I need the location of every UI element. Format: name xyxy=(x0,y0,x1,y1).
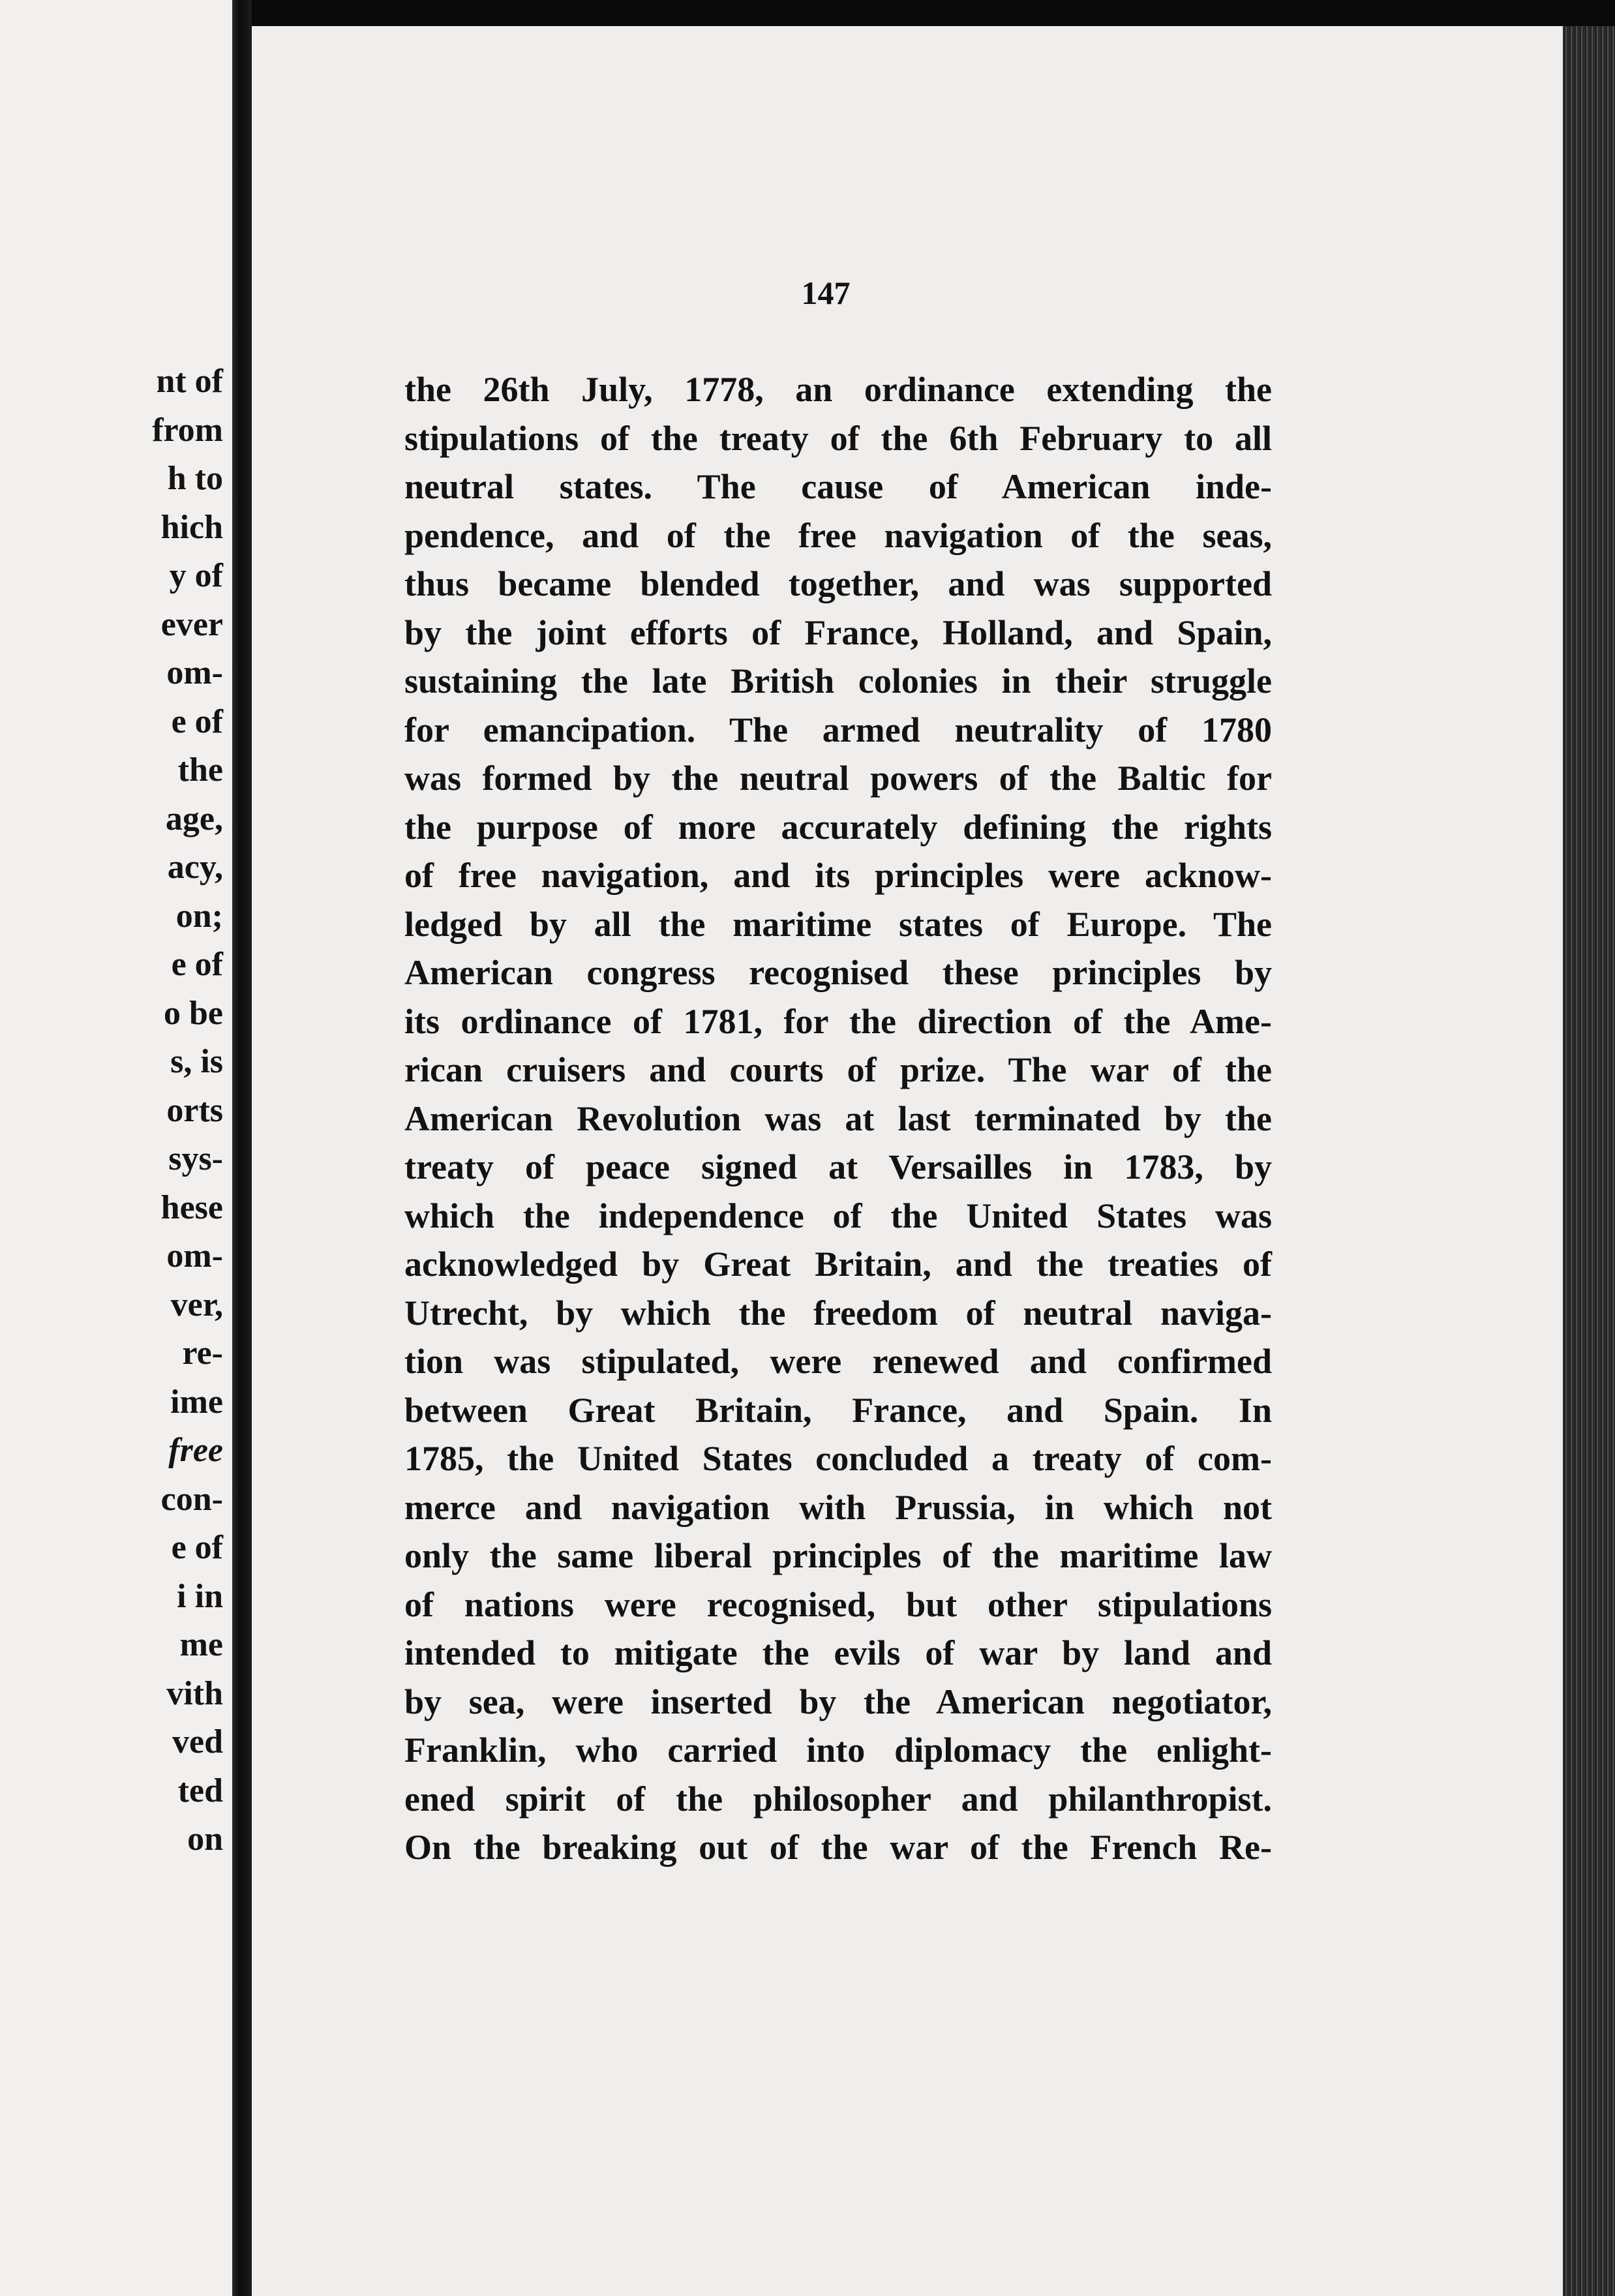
text-line: stipulations of the treaty of the 6th February to all xyxy=(404,418,1272,458)
facing-text-line: o be xyxy=(164,994,223,1032)
facing-text-line: ime xyxy=(170,1383,223,1421)
page-number: 147 xyxy=(801,275,851,311)
facing-text-line: age, xyxy=(165,800,223,838)
facing-page-text xyxy=(1,357,223,1864)
facing-text-line: ever xyxy=(160,605,223,643)
page-body-text xyxy=(404,365,1272,1872)
text-line: for emancipation. The armed neutrality of 1780 xyxy=(404,710,1272,749)
facing-text-line: h to xyxy=(167,460,223,497)
text-line: tion was stipulated, were renewed and confirmed xyxy=(404,1342,1272,1381)
facing-text-line: on; xyxy=(175,897,223,935)
text-line: of free navigation, and its principles were acknow- xyxy=(404,856,1272,895)
text-line: ened spirit of the philosopher and philanthropist. xyxy=(404,1779,1272,1819)
text-line: neutral states. The cause of American inde- xyxy=(404,467,1272,506)
page-edges xyxy=(1563,26,1615,2296)
facing-text-line: e of xyxy=(171,702,223,740)
text-line: Franklin, who carried into diplomacy the enlight- xyxy=(404,1730,1272,1770)
facing-text-line: ted xyxy=(177,1772,223,1809)
text-line: which the independence of the United States was xyxy=(404,1196,1272,1235)
text-line: was formed by the neutral powers of the Baltic for xyxy=(404,759,1272,798)
facing-text-line: con- xyxy=(160,1480,223,1518)
facing-text-line: the xyxy=(177,751,223,789)
text-line: American Revolution was at last terminated by the xyxy=(404,1098,1272,1138)
text-line: by sea, were inserted by the American negotiator, xyxy=(404,1682,1272,1721)
text-line: 1785, the United States concluded a treaty of com- xyxy=(404,1439,1272,1478)
facing-text-line: nt of xyxy=(156,363,223,400)
text-line: sustaining the late British colonies in their struggle xyxy=(404,661,1272,701)
text-line: between Great Britain, France, and Spain. In xyxy=(404,1390,1272,1430)
book-gutter xyxy=(232,0,252,2296)
text-line: ledged by all the maritime states of Europe. The xyxy=(404,904,1272,944)
facing-text-line: s, is xyxy=(170,1043,223,1080)
facing-text-line: e of xyxy=(171,946,223,983)
text-line: Utrecht, by which the freedom of neutral naviga- xyxy=(404,1293,1272,1333)
text-line: rican cruisers and courts of prize. The war of the xyxy=(404,1050,1272,1089)
facing-text-line: om- xyxy=(166,654,223,691)
facing-text-line: e of xyxy=(171,1529,223,1566)
text-line: its ordinance of 1781, for the direction of the Ame- xyxy=(404,1001,1272,1041)
text-line: thus became blended together, and was supported xyxy=(404,564,1272,603)
text-line: pendence, and of the free navigation of the seas, xyxy=(404,515,1272,555)
text-line: by the joint efforts of France, Holland, and Spain, xyxy=(404,612,1272,652)
facing-text-line: me xyxy=(179,1626,223,1663)
text-line: of nations were recognised, but other stipulations xyxy=(404,1584,1272,1624)
facing-text-line: hese xyxy=(160,1188,223,1226)
text-line: only the same liberal principles of the maritime law xyxy=(404,1536,1272,1575)
facing-text-line: om- xyxy=(166,1237,223,1275)
facing-text-line: hich xyxy=(160,508,223,546)
facing-text-line: vith xyxy=(166,1674,223,1712)
facing-text-line: ver, xyxy=(170,1286,223,1323)
facing-text-line: ved xyxy=(172,1723,223,1760)
facing-text-line: orts xyxy=(166,1091,223,1129)
facing-text-line: from xyxy=(152,411,223,449)
text-line: On the breaking out of the war of the French Re- xyxy=(404,1828,1272,1867)
facing-page xyxy=(0,0,232,2296)
text-line: the purpose of more accurately defining the rights xyxy=(404,807,1272,847)
facing-text-line: re- xyxy=(182,1335,223,1372)
text-line: American congress recognised these principles by xyxy=(404,953,1272,992)
facing-text-line: on xyxy=(187,1820,223,1858)
text-line: the 26th July, 1778, an ordinance extending the xyxy=(404,370,1272,409)
text-line: acknowledged by Great Britain, and the treaties of xyxy=(404,1245,1272,1284)
text-line: merce and navigation with Prussia, in which not xyxy=(404,1487,1272,1527)
text-line: treaty of peace signed at Versailles in 1783, by xyxy=(404,1147,1272,1186)
text-line: intended to mitigate the evils of war by land and xyxy=(404,1633,1272,1672)
facing-text-line: acy, xyxy=(167,849,223,886)
facing-text-line: i in xyxy=(177,1577,223,1615)
facing-text-line: sys- xyxy=(168,1140,223,1177)
facing-text-line: free xyxy=(168,1432,223,1469)
facing-text-line: y of xyxy=(169,557,223,594)
